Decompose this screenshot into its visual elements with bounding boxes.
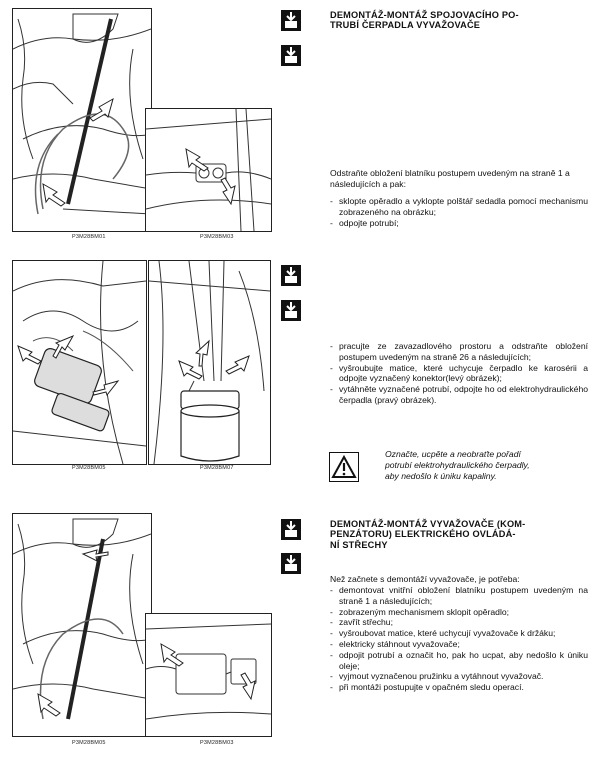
figure-3-left-panel <box>12 513 152 737</box>
figure-2-left-panel <box>12 260 147 465</box>
figure-3-right-caption: P3M28BM03 <box>200 740 234 746</box>
list-item: - pracujte ze zavazadlového prostoru a odstraňte obložení postupem uvedeným na straně 26 a následujících; <box>330 341 588 363</box>
remove-install-icon <box>281 553 301 574</box>
section-1-steps <box>330 196 588 228</box>
figure-3-right-drawing <box>146 614 271 736</box>
remove-install-icon <box>281 300 301 321</box>
list-item: - odpojit potrubí a označit ho, pak ho ucpat, aby nedošlo k úniku oleje; <box>330 650 588 672</box>
list-item: - při montáži postupujte v opačném sledu operací. <box>330 682 588 693</box>
figure-2-left-drawing <box>13 261 146 464</box>
remove-install-icon <box>281 45 301 66</box>
remove-install-icon <box>281 10 301 31</box>
remove-install-icon <box>281 519 301 540</box>
figure-2-left-caption: P3M28BM05 <box>72 465 106 471</box>
list-item: - vyšroubovat matice, které uchycují vyvažovače k držáku; <box>330 628 588 639</box>
figure-3-left-caption: P3M28BM05 <box>72 740 106 746</box>
list-item: - vytáhněte vyznačené potrubí, odpojte ho od elektrohydraulického čerpadla (pravý obrázek). <box>330 384 588 406</box>
remove-install-icon <box>281 265 301 286</box>
figure-2-right-caption: P3M28BM07 <box>200 465 234 471</box>
list-item: - demontovat vnitřní obložení blatníku postupem uvedeným na straně 1 a následujících; <box>330 585 588 607</box>
warning-text: Označte, ucpěte a neobraťte pořadí potrubí elektrohydraulického čerpadly, aby nedošlo k úniku kapaliny. <box>385 449 530 481</box>
figure-3-left-drawing <box>13 514 151 736</box>
figure-3-right-panel <box>145 613 272 737</box>
figure-1-left-panel <box>12 8 152 232</box>
list-item: - odpojte potrubí; <box>330 218 588 229</box>
list-item: - vyjmout vyznačenou pružinku a vytáhnout vyvažovač. <box>330 671 588 682</box>
warning-icon <box>329 452 359 482</box>
section-2-steps <box>330 341 588 406</box>
section-3-intro: Než začnete s demontáží vyvažovače, je potřeba: <box>330 574 520 584</box>
section-1-heading: DEMONTÁŽ-MONTÁŽ SPOJOVACÍHO PO- TRUBÍ ČERPADLA VYVAŽOVAČE <box>330 10 519 31</box>
list-item: - zobrazeným mechanismem sklopit opěradlo; <box>330 607 588 618</box>
figure-1-left-drawing <box>13 9 151 231</box>
figure-2-right-panel <box>148 260 271 465</box>
section-3-heading: DEMONTÁŽ-MONTÁŽ VYVAŽOVAČE (KOM- PENZÁTORU) ELEKTRICKÉHO OVLÁDÁ- NÍ STŘECHY <box>330 519 526 550</box>
list-item: - vyšroubujte matice, které uchycuje čerpadlo ke karosérii a odpojte vyznačený konektor(levý obrázek); <box>330 363 588 385</box>
section-3-steps <box>330 585 588 693</box>
list-item: - sklopte opěradlo a vyklopte polštář sedadla pomocí mechanismu zobrazeného na obrázku; <box>330 196 588 218</box>
figure-1-right-caption: P3M28BM03 <box>200 234 234 240</box>
figure-1-right-panel <box>145 108 272 232</box>
figure-2-right-drawing <box>149 261 270 464</box>
list-item: - zavřít střechu; <box>330 617 588 628</box>
list-item: - elektricky stáhnout vyvažovače; <box>330 639 588 650</box>
figure-1-right-drawing <box>146 109 271 231</box>
figure-1-left-caption: P3M28BM01 <box>72 234 106 240</box>
section-1-intro: Odstraňte obložení blatníku postupem uvedeným na straně 1 a následujících a pak: <box>330 168 570 189</box>
